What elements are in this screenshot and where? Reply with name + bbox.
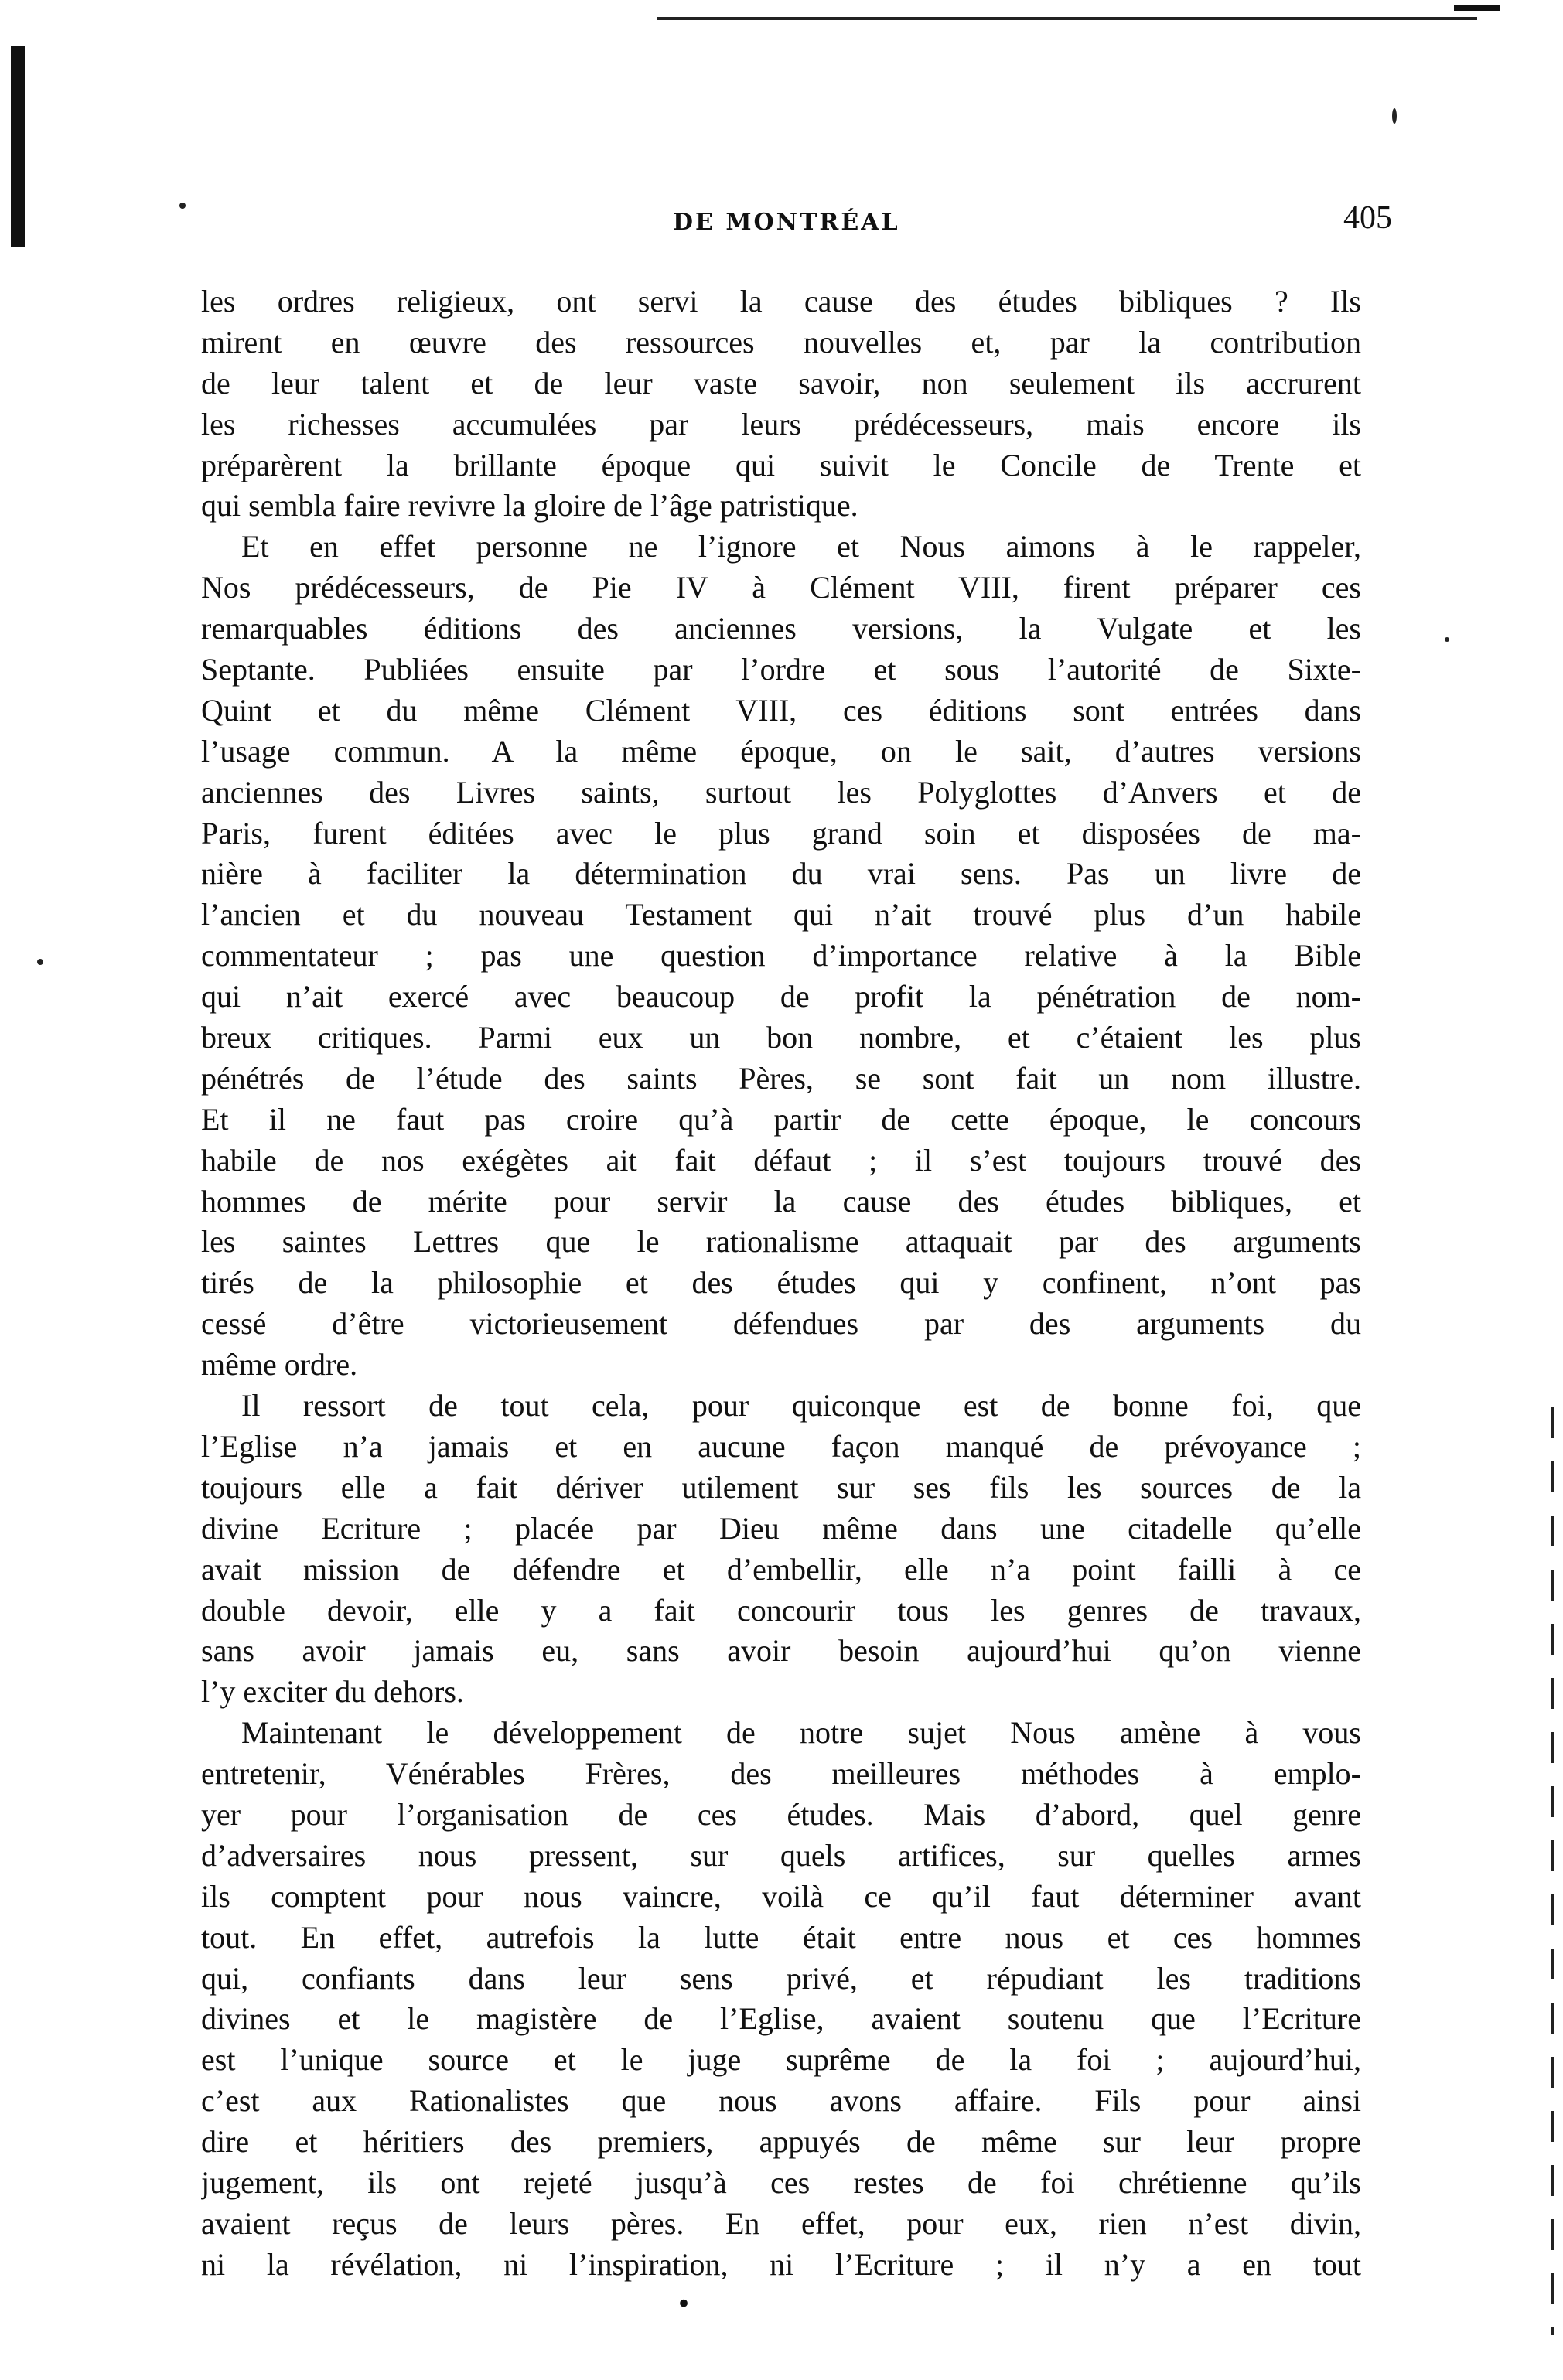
text-line: divine Ecriture ; placée par Dieu même dans une citadelle qu’elle [201,1510,1361,1546]
text-line: Maintenant le développement de notre sujet Nous amène à vous [241,1715,1361,1751]
footer-mark: • [676,2289,692,2320]
text-line: Paris, furent éditées avec le plus grand soin et disposées de ma- [201,815,1361,851]
text-line: toujours elle a fait dériver utilement sur ses fils les sources de la [201,1469,1361,1505]
text-line: ils comptent pour nous vaincre, voilà ce qu’il faut déterminer avant [201,1878,1361,1914]
scan-speck [37,959,43,965]
scan-margin-bar [11,46,25,247]
scan-top-rule [657,17,1477,20]
text-line: qui sembla faire revivre la gloire de l’âge patristique. [201,488,858,523]
text-line: même ordre. [201,1347,358,1383]
text-line: sans avoir jamais eu, sans avoir besoin aujourd’hui qu’on vienne [201,1633,1361,1669]
text-line: breux critiques. Parmi eux un bon nombre, et c’étaient les plus [201,1020,1361,1055]
text-line: entretenir, Vénérables Frères, des meilleures méthodes à emplo- [201,1756,1361,1792]
text-line: habile de nos exégètes ait fait défaut ; il s’est toujours trouvé des [201,1142,1361,1178]
scan-speck [179,203,186,209]
text-line: yer pour l’organisation de ces études. Mais d’abord, quel genre [201,1796,1361,1832]
text-line: Septante. Publiées ensuite par l’ordre et sous l’autorité de Sixte- [201,652,1361,687]
text-line: l’usage commun. A la même époque, on le sait, d’autres versions [201,733,1361,769]
scan-right-edge [1551,1407,1554,2335]
text-line: anciennes des Livres saints, surtout les Polyglottes d’Anvers et de [201,774,1361,810]
text-line: Il ressort de tout cela, pour quiconque est de bonne foi, que [241,1388,1361,1424]
text-line: double devoir, elle y a fait concourir tous les genres de travaux, [201,1592,1361,1628]
text-line: hommes de mérite pour servir la cause des études bibliques, et [201,1183,1361,1219]
text-line: divines et le magistère de l’Eglise, avaient soutenu que l’Ecriture [201,2001,1361,2037]
text-line: Quint et du même Clément VIII, ces éditions sont entrées dans [201,692,1361,728]
text-line: remarquables éditions des anciennes versions, la Vulgate et les [201,611,1361,646]
text-line: l’y exciter du dehors. [201,1674,464,1710]
text-line: ni la révélation, ni l’inspiration, ni l’Ecriture ; il n’y a en tout [201,2246,1361,2282]
text-line: dire et héritiers des premiers, appuyés de même sur leur propre [201,2124,1361,2160]
text-line: commentateur ; pas une question d’importance relative à la Bible [201,938,1361,973]
text-line: c’est aux Rationalistes que nous avons affaire. Fils pour ainsi [201,2083,1361,2119]
scan-speck [1392,108,1397,124]
text-line: Nos prédécesseurs, de Pie IV à Clément VIII, firent préparer ces [201,570,1361,605]
text-line: cessé d’être victorieusement défendues par des arguments du [201,1306,1361,1342]
running-head: DE MONTRÉAL [673,209,900,236]
text-line: jugement, ils ont rejeté jusqu’à ces restes de foi chrétienne qu’ils [201,2164,1361,2200]
text-line: tirés de la philosophie et des études qui y confinent, n’ont pas [201,1265,1361,1301]
page-number: 405 [1343,200,1392,236]
text-line: Et il ne faut pas croire qu’à partir de cette époque, le concours [201,1101,1361,1137]
text-line: avaient reçus de leurs pères. En effet, pour eux, rien n’est divin, [201,2205,1361,2241]
text-line: est l’unique source et le juge suprême de la foi ; aujourd’hui, [201,2042,1361,2078]
text-line: qui, confiants dans leur sens privé, et répudiant les traditions [201,1960,1361,1996]
scan-speck [1445,637,1449,642]
text-line: mirent en œuvre des ressources nouvelles et, par la contribution [201,324,1361,360]
text-line: Et en effet personne ne l’ignore et Nous aimons à le rappeler, [241,529,1361,564]
text-line: préparèrent la brillante époque qui suivit le Concile de Trente et [201,447,1361,482]
text-line: les ordres religieux, ont servi la cause des études bibliques ? Ils [201,284,1361,319]
text-line: de leur talent et de leur vaste savoir, non seulement ils accrurent [201,365,1361,401]
text-line: l’Eglise n’a jamais et en aucune façon manqué de prévoyance ; [201,1428,1361,1464]
text-line: qui n’ait exercé avec beaucoup de profit la pénétration de nom- [201,979,1361,1014]
page-header [201,199,1392,246]
text-line: nière à faciliter la détermination du vrai sens. Pas un livre de [201,856,1361,892]
text-line: pénétrés de l’étude des saints Pères, se sont fait un nom illustre. [201,1060,1361,1096]
text-line: tout. En effet, autrefois la lutte était entre nous et ces hommes [201,1919,1361,1955]
text-line: les richesses accumulées par leurs prédécesseurs, mais encore ils [201,406,1361,442]
scan-top-rule-mark [1454,5,1500,11]
text-line: les saintes Lettres que le rationalisme attaquait par des arguments [201,1224,1361,1260]
body-text [201,281,1361,2286]
text-line: avait mission de défendre et d’embellir, elle n’a point failli à ce [201,1551,1361,1587]
text-line: l’ancien et du nouveau Testament qui n’ait trouvé plus d’un habile [201,897,1361,933]
text-line: d’adversaires nous pressent, sur quels artifices, sur quelles armes [201,1837,1361,1873]
